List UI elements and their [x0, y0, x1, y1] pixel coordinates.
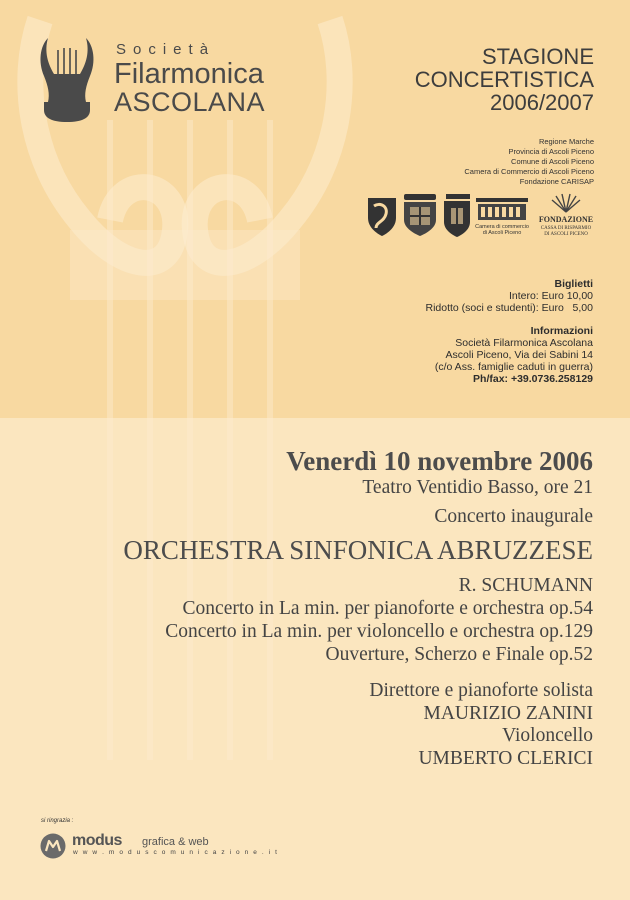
season-line-2: CONCERTISTICA [414, 67, 594, 92]
event-date: Venerdì 10 novembre 2006 [286, 446, 593, 476]
fondazione-sublabel-1: CASSA DI RISPARMIO [540, 226, 592, 231]
program-work: Concerto in La min. per violoncello e orchestra op.129 [165, 621, 593, 642]
performer-name: UMBERTO CLERICI [418, 747, 593, 769]
season-line-3: 2006/2007 [490, 90, 594, 115]
event-title: Concerto inaugurale [434, 506, 593, 527]
performer-role: Violoncello [502, 725, 593, 746]
camera-commercio-logo-icon [475, 198, 529, 236]
brand-ascolana: ASCOLANA [114, 87, 266, 117]
sponsor-item: Fondazione CARISAP [519, 177, 594, 186]
camera-commercio-label: Camera di commercio [475, 224, 529, 230]
program-work: Concerto in La min. per pianoforte e orchestra op.54 [182, 598, 593, 619]
sponsor-company-name: modus [72, 832, 122, 849]
info-line: Ascoli Piceno, Via dei Sabini 14 [445, 349, 593, 361]
lyre-logo-icon [36, 36, 98, 124]
sponsor-item: Regione Marche [538, 137, 594, 146]
performer-role: Direttore e pianoforte solista [369, 680, 593, 701]
info-phone: Ph/fax: +39.0736.258129 [473, 373, 593, 385]
brand-filarmonica: Filarmonica [114, 58, 264, 90]
comune-crest-icon [444, 194, 470, 237]
orchestra-name: ORCHESTRA SINFONICA ABRUZZESE [123, 535, 593, 565]
thanks-label: si ringrazia : [41, 818, 74, 824]
season-line-1: STAGIONE [481, 44, 594, 69]
sponsor-company-tagline: grafica & web [142, 836, 209, 848]
info-line: (c/o Ass. famiglie caduti in guerra) [434, 361, 593, 373]
performer-name: MAURIZIO ZANINI [423, 702, 593, 724]
fondazione-carisap-logo-icon [539, 194, 593, 237]
provincia-crest-icon [404, 194, 436, 236]
fondazione-sublabel-2: DI ASCOLI PICENO [544, 232, 588, 237]
sponsor-company-url: w w w . m o d u s c o m u n i c a z i o n e . i t [73, 849, 279, 856]
season-title [415, 45, 594, 114]
program-block [165, 574, 593, 666]
ticket-full-price: Intero: Euro 10,00 [508, 290, 593, 302]
composer-name: R. SCHUMANN [458, 575, 593, 596]
fondazione-label: FONDAZIONE [538, 215, 594, 224]
modus-logo-icon [40, 833, 66, 859]
sponsor-item: Provincia di Ascoli Piceno [508, 147, 594, 156]
info-block [435, 325, 593, 385]
tickets-heading: Biglietti [554, 278, 593, 290]
sponsor-item: Camera di Commercio di Ascoli Piceno [464, 167, 594, 176]
sponsor-logos [366, 192, 600, 240]
brand-societa: Società [116, 41, 216, 58]
program-work: Ouverture, Scherzo e Finale op.52 [325, 644, 593, 665]
camera-commercio-sublabel: di Ascoli Piceno [482, 230, 522, 236]
sponsor-list [464, 137, 594, 187]
info-heading: Informazioni [530, 325, 593, 337]
tickets-block [425, 278, 593, 314]
performers-block [369, 680, 593, 770]
ticket-reduced-price: Ridotto (soci e studenti): Euro 5,00 [425, 302, 593, 314]
sponsor-item: Comune di Ascoli Piceno [511, 157, 594, 166]
regione-marche-crest-icon [368, 198, 396, 236]
event-venue: Teatro Ventidio Basso, ore 21 [362, 477, 593, 498]
info-line: Società Filarmonica Ascolana [455, 337, 593, 349]
